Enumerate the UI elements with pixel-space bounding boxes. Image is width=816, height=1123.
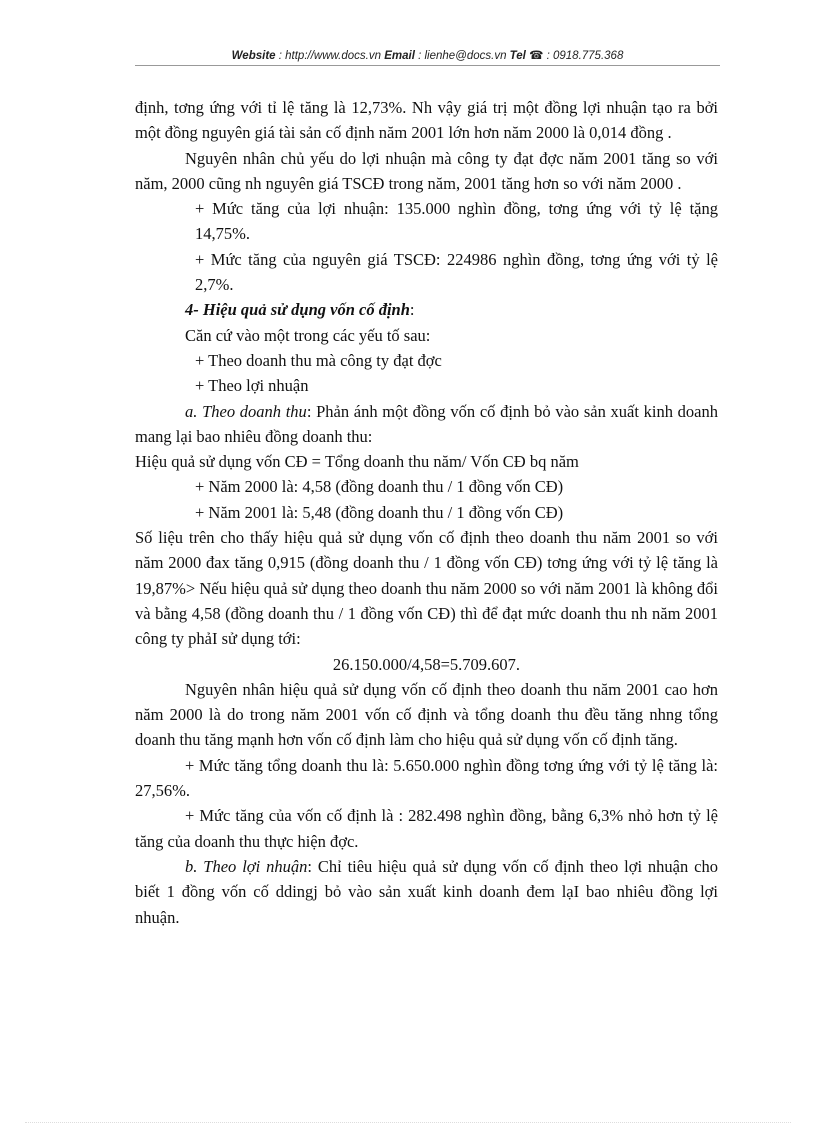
section-number: 4- — [185, 300, 199, 320]
bullet-asset-increase: + Mức tăng của nguyên giá TSCĐ: 224986 nghìn đồng, tơng ứng với tỷ lệ 2,7%. — [195, 249, 718, 295]
phone-icon: ☎ — [529, 50, 544, 62]
bullet-revenue-increase: + Mức tăng tổng doanh thu là: 5.650.000 nghìn đồng tơng ứng với tỷ lệ tăng là: 27,56%. — [135, 755, 718, 801]
subsection-a-label: a. Theo doanh thu — [185, 401, 307, 421]
paragraph-2: Nguyên nhân chủ yếu do lợi nhuận mà công ty đạt đợc năm 2001 tăng so với năm, 2000 cũng nh nguyên giá TSCĐ trong năm, 2001 tăng hơn so với năm 2000 . — [135, 148, 718, 193]
bullet-profit: + Theo lợi nhuận — [195, 376, 309, 396]
bullet-profit-increase: + Mức tăng của lợi nhuận: 135.000 nghìn đồng, tơng ứng với tỷ lệ tặng 14,75%. — [195, 199, 718, 244]
bullet-year-2001: + Năm 2001 là: 5,48 (đồng doanh thu / 1 đồng vốn CĐ) — [195, 502, 564, 522]
tel-label: Tel — [509, 50, 526, 62]
bullet-capital-increase: + Mức tăng của vốn cố định là : 282.498 nghìn đồng, bằng 6,3% nhỏ hơn tỷ lệ tăng của doanh thu thực hiện đợc. — [135, 806, 718, 851]
section-heading — [135, 297, 718, 322]
section-title: Hiệu quả sử dụng vốn cố định — [202, 300, 410, 320]
paragraph-1: định, tơng ứng với tỉ lệ tăng là 12,73%. Nh vậy giá trị một đồng lợi nhuận tạo ra bởi một đồng nguyên giá tài sản cố định năm 2001 lớn hơn năm 2000 là 0,014 đồng . — [135, 98, 718, 143]
paragraph-analysis: Số liệu trên cho thấy hiệu quả sử dụng vốn cố định theo doanh thu năm 2001 so với năm 2000 đax tăng 0,915 (đồng doanh thu / 1 đồng vốn CĐ) tơng ứng với tỷ lệ tăng là 19,87%> Nếu hiệu quả sử dụng theo doanh thu năm 2000 so với năm 2001 là không đổi và bằng 4,58 (đồng doanh thu / 1 đồng vốn CĐ) thì để đạt mức doanh thu nh năm 2001 công ty phảI sử dụng tới: — [135, 528, 718, 649]
website-url: : http://www.docs.vn — [275, 50, 385, 62]
email-label: Email — [384, 50, 415, 62]
subsection-b-label: b. Theo lợi nhuận — [185, 856, 308, 876]
paragraph-cause: Nguyên nhân hiệu quả sử dụng vốn cố định theo doanh thu năm 2001 cao hơn năm 2000 là do trong năm 2001 vốn cố định và tổng doanh thu đều tăng nhng tổng doanh thu tăng mạnh hơn vốn cố định làm cho hiệu quả sử dụng vốn cố định tăng. — [135, 679, 718, 750]
subsection-a — [135, 399, 718, 450]
bullet-year-2000: + Năm 2000 là: 4,58 (đồng doanh thu / 1 đồng vốn CĐ) — [195, 477, 564, 497]
subsection-b — [135, 854, 718, 930]
header-divider — [135, 65, 720, 66]
document-body — [135, 95, 718, 930]
subsection-a-text: : Phản ánh một đồng vốn cố định bỏ vào sản xuất kinh doanh mang lại bao nhiêu đồng doanh thu: — [135, 401, 718, 446]
email-address: : lienhe@docs.vn — [414, 50, 510, 62]
paragraph-basis: Căn cứ vào một trong các yếu tố sau: — [185, 325, 431, 345]
website-label: Website — [231, 50, 276, 62]
tel-number: : 0918.775.368 — [543, 50, 624, 62]
bullet-revenue: + Theo doanh thu mà công ty đạt đợc — [195, 350, 442, 370]
formula: Hiệu quả sử dụng vốn CĐ = Tổng doanh thu năm/ Vốn CĐ bq năm — [135, 452, 579, 472]
page-header — [135, 48, 720, 62]
section-colon: : — [409, 300, 415, 320]
calculation: 26.150.000/4,58=5.709.607. — [332, 654, 521, 674]
subsection-b-text: : Chỉ tiêu hiệu quả sử dụng vốn cố định theo lợi nhuận cho biết 1 đồng vốn cố ddingj bỏ vào sản xuất kinh doanh đem lạI bao nhiêu đồng lợi nhuận. — [135, 856, 718, 927]
